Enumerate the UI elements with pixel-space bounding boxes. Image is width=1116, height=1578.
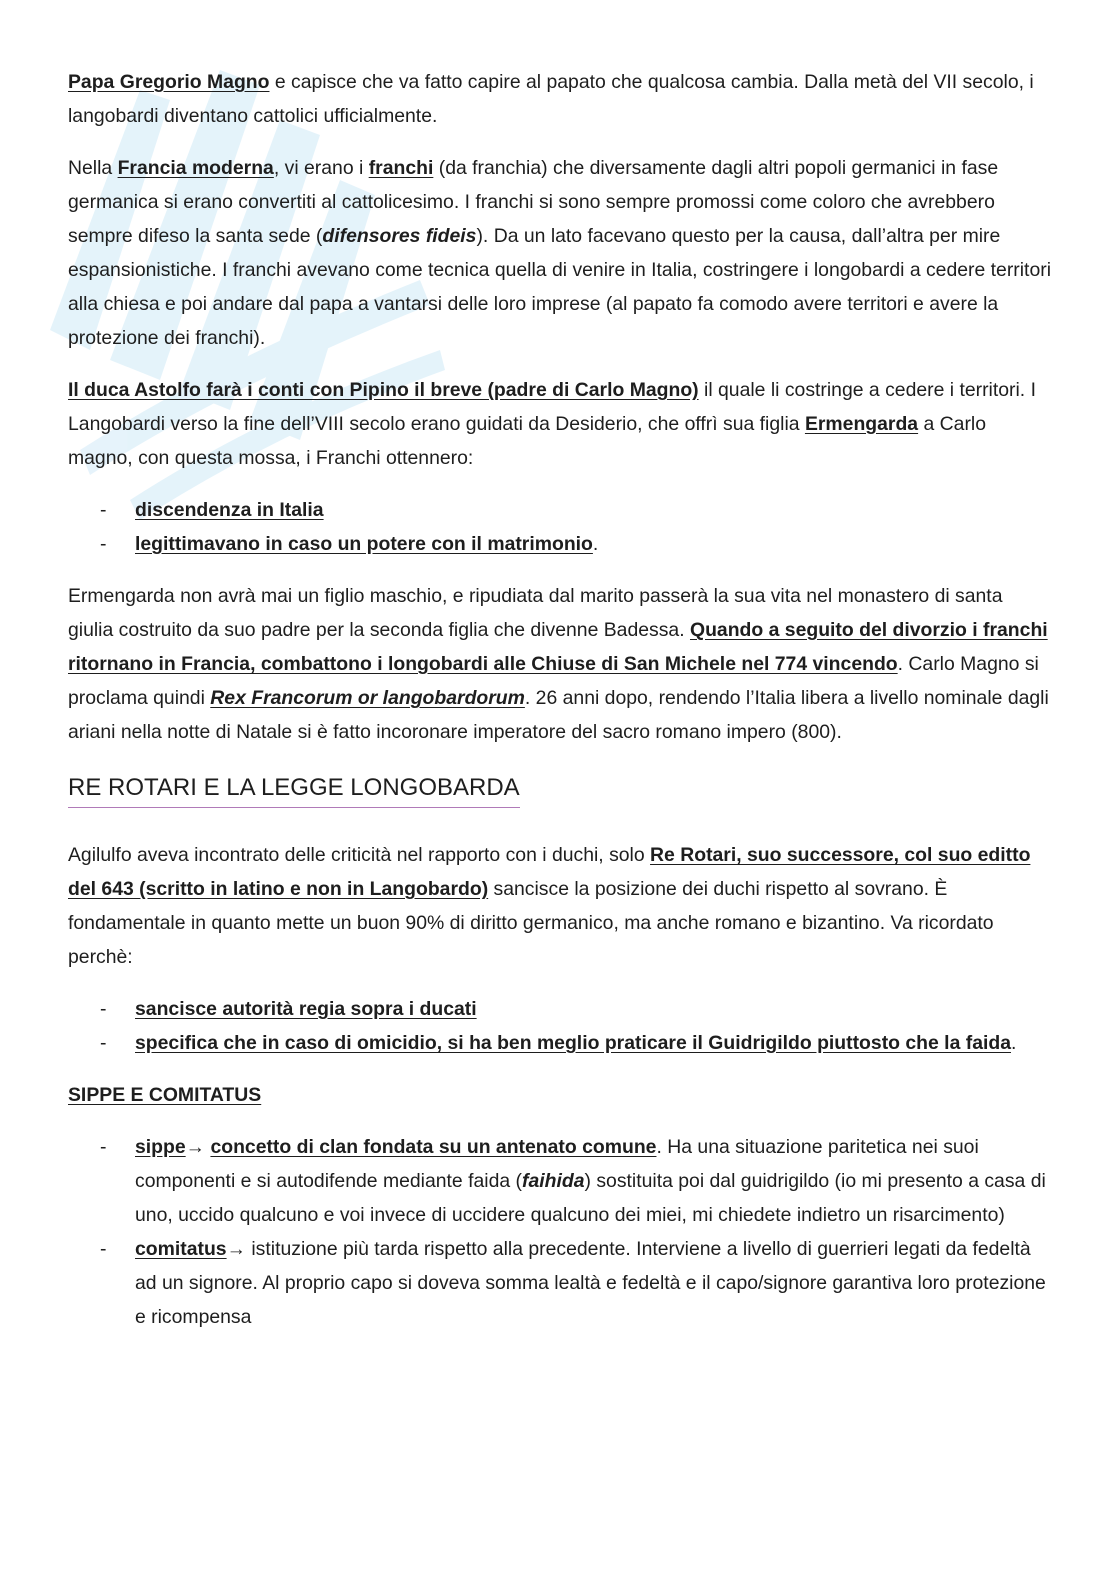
list-item <box>68 1232 1053 1334</box>
paragraph-2 <box>68 151 1053 355</box>
paragraph-4-bold-1: Quando a seguito del divorzio i franchi ritornano in Francia, combattono i longobardi alle Chiuse di San Michele nel 774 vincendo <box>68 619 1048 675</box>
paragraph-2-text-3: (da franchia) che diversamente dagli altri popoli germanici in fase germanica si erano convertiti al cattolicesimo. I franchi si sono sempre promossi come coloro che avrebbero sempre difeso la santa sede ( <box>68 157 999 247</box>
list-3-item-1-definition: concetto di clan fondata su un antenato comune <box>210 1136 657 1158</box>
paragraph-4-text-1: Ermengarda non avrà mai un figlio maschio, e ripudiata dal marito passerà la sua vita nel monastero di santa giulia costruito da suo padre per la seconda figlia che divenne Badessa. <box>68 585 1003 641</box>
paragraph-5-text-2: sancisce la posizione dei duchi rispetto al sovrano. È fondamentale in quanto mette un buon 90% di diritto germanico, ma anche romano e bizantino. Va ricordato perchè: <box>68 878 994 968</box>
list-item <box>68 493 1053 527</box>
list-3-item-2-term: comitatus <box>135 1238 227 1260</box>
paragraph-1-text: e capisce che va fatto capire al papato che qualcosa cambia. Dalla metà del VII secolo, i langobardi diventano cattolici ufficialmente. <box>68 71 1034 127</box>
paragraph-2-text-4: ). Da un lato facevano questo per la causa, dall’altra per mire espansionistiche. I franchi avevano come tecnica quella di venire in Italia, costringere i longobardi a cedere territori alla chiesa e poi andare dal papa a vantarsi delle loro imprese (al papato fa comodo avere territori e avere la protezione dei franchi). <box>68 225 1051 349</box>
list-1-item-1: discendenza in Italia <box>135 499 324 521</box>
paragraph-2-text-2: , vi erano i <box>273 157 369 179</box>
list-3-item-1-bold-italic: faihida <box>522 1170 585 1192</box>
list-2 <box>68 992 1053 1060</box>
paragraph-3-text-2: a Carlo magno, con questa mossa, i Franchi ottennero: <box>68 413 986 469</box>
paragraph-4 <box>68 579 1053 749</box>
paragraph-4-text-2: . Carlo Magno si proclama quindi <box>68 653 1039 709</box>
list-item <box>68 992 1053 1026</box>
document-body <box>68 65 1053 1352</box>
paragraph-3 <box>68 373 1053 475</box>
paragraph-1 <box>68 65 1053 133</box>
heading-1-wrap <box>68 767 1053 824</box>
list-2-item-2-tail: . <box>1011 1032 1017 1054</box>
paragraph-2-text-1: Nella <box>68 157 118 179</box>
list-item <box>68 1026 1053 1060</box>
list-3-item-1-term: sippe <box>135 1136 186 1158</box>
list-1-item-2-tail: . <box>592 533 599 555</box>
section-heading-re-rotari: RE ROTARI E LA LEGGE LONGOBARDA <box>68 771 520 808</box>
list-2-item-1: sancisce autorità regia sopra i ducati <box>135 998 477 1020</box>
paragraph-1-bold: Papa Gregorio Magno <box>68 71 270 93</box>
paragraph-2-bold-italic: difensores fideis <box>322 225 477 247</box>
paragraph-5-text-1: Agilulfo aveva incontrato delle criticità nel rapporto con i duchi, solo <box>68 844 651 866</box>
list-item <box>68 1130 1053 1232</box>
list-1 <box>68 493 1053 561</box>
list-1-item-2: legittimavano in caso un potere con il matrimonio <box>135 533 593 555</box>
list-3-item-1-text-2: ) sostituita poi dal guidrigildo (io mi presento a casa di uno, uccido qualcuno e voi invece di uccidere qualcuno dei miei, mi chiedete indietro un risarcimento) <box>135 1170 1046 1226</box>
list-3-item-1-text-1: . Ha una situazione paritetica nei suoi componenti e si autodifende mediante faida ( <box>135 1136 979 1192</box>
paragraph-2-bold-2: franchi <box>368 157 434 179</box>
paragraph-3-bold-1: Il duca Astolfo farà i conti con Pipino il breve (padre di Carlo Magno) <box>68 379 699 401</box>
list-3 <box>68 1130 1053 1334</box>
paragraph-3-bold-2: Ermengarda <box>804 413 919 435</box>
arrow-icon: → <box>226 1238 252 1260</box>
paragraph-5 <box>68 838 1053 974</box>
paragraph-2-bold-1: Francia moderna <box>117 157 274 179</box>
arrow-icon: → <box>185 1136 211 1158</box>
paragraph-3-text-1: il quale li costringe a cedere i territori. I Langobardi verso la fine dell’VIII secolo erano guidati da Desiderio, che offrì sua figlia <box>68 379 1036 435</box>
list-3-item-2-text: istituzione più tarda rispetto alla precedente. Interviene a livello di guerrieri legati da fedeltà ad un signore. Al proprio capo si doveva somma lealtà e fedeltà e il capo/signore garantiva loro protezione e ricompensa <box>135 1238 1046 1328</box>
section-heading-sippe: SIPPE E COMITATUS <box>68 1084 262 1106</box>
list-2-item-2: specifica che in caso di omicidio, si ha ben meglio praticare il Guidrigildo piuttosto che la faida <box>135 1032 1011 1054</box>
paragraph-4-bold-italic: Rex Francorum or langobardorum <box>210 687 525 709</box>
paragraph-4-text-3: . 26 anni dopo, rendendo l’Italia libera a livello nominale dagli ariani nella notte di Natale si è fatto incoronare imperatore del sacro romano impero (800). <box>68 687 1049 743</box>
list-item <box>68 527 1053 561</box>
paragraph-5-bold: Re Rotari, suo successore, col suo editto del 643 (scritto in latino e non in Langobardo) <box>68 844 1031 900</box>
